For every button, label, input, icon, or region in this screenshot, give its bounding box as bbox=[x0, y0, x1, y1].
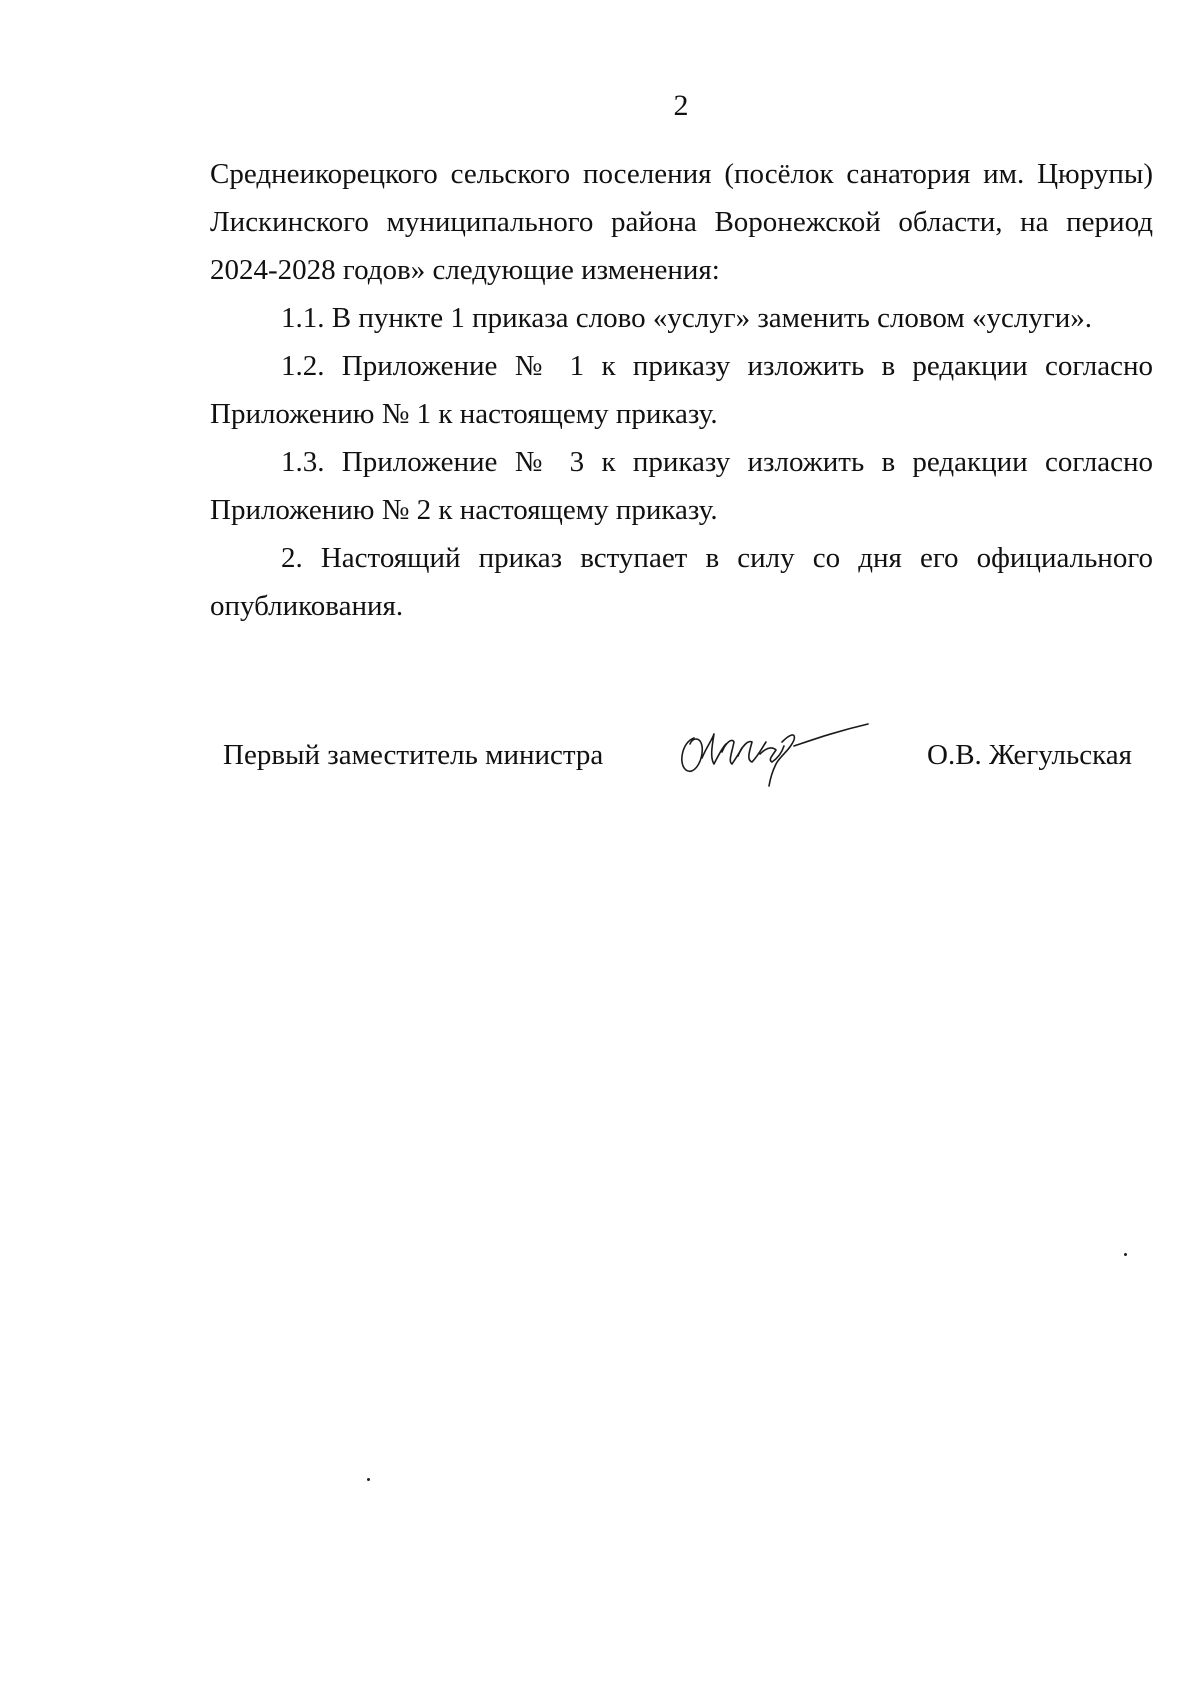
paragraph-item-1-3: 1.3. Приложение № 3 к приказу изложить в редакции согласно Приложению № 2 к настоящему приказу. bbox=[210, 446, 1153, 526]
signatory-name: О.В. Жегульская bbox=[927, 739, 1132, 771]
paragraph-item-1-1: 1.1. В пункте 1 приказа слово «услуг» заменить словом «услуги». bbox=[281, 302, 1092, 334]
paragraph-intro: Среднеикорецкого сельского поселения (посёлок санатория им. Цюрупы) Лискинского муниципального района Воронежской области, на период 2024-2028 годов» следующие изменения: bbox=[210, 158, 1153, 286]
handwritten-signature bbox=[672, 712, 872, 788]
document-body bbox=[210, 150, 1153, 630]
scan-speck bbox=[1124, 1253, 1127, 1256]
scan-speck bbox=[367, 1478, 370, 1481]
page-number: 2 bbox=[673, 89, 689, 122]
paragraph-item-1-2: 1.2. Приложение № 1 к приказу изложить в редакции согласно Приложению № 1 к настоящему приказу. bbox=[210, 350, 1153, 430]
signatory-title: Первый заместитель министра bbox=[223, 739, 604, 771]
paragraph-item-2: 2. Настоящий приказ вступает в силу со дня его официального опубликования. bbox=[210, 542, 1153, 622]
